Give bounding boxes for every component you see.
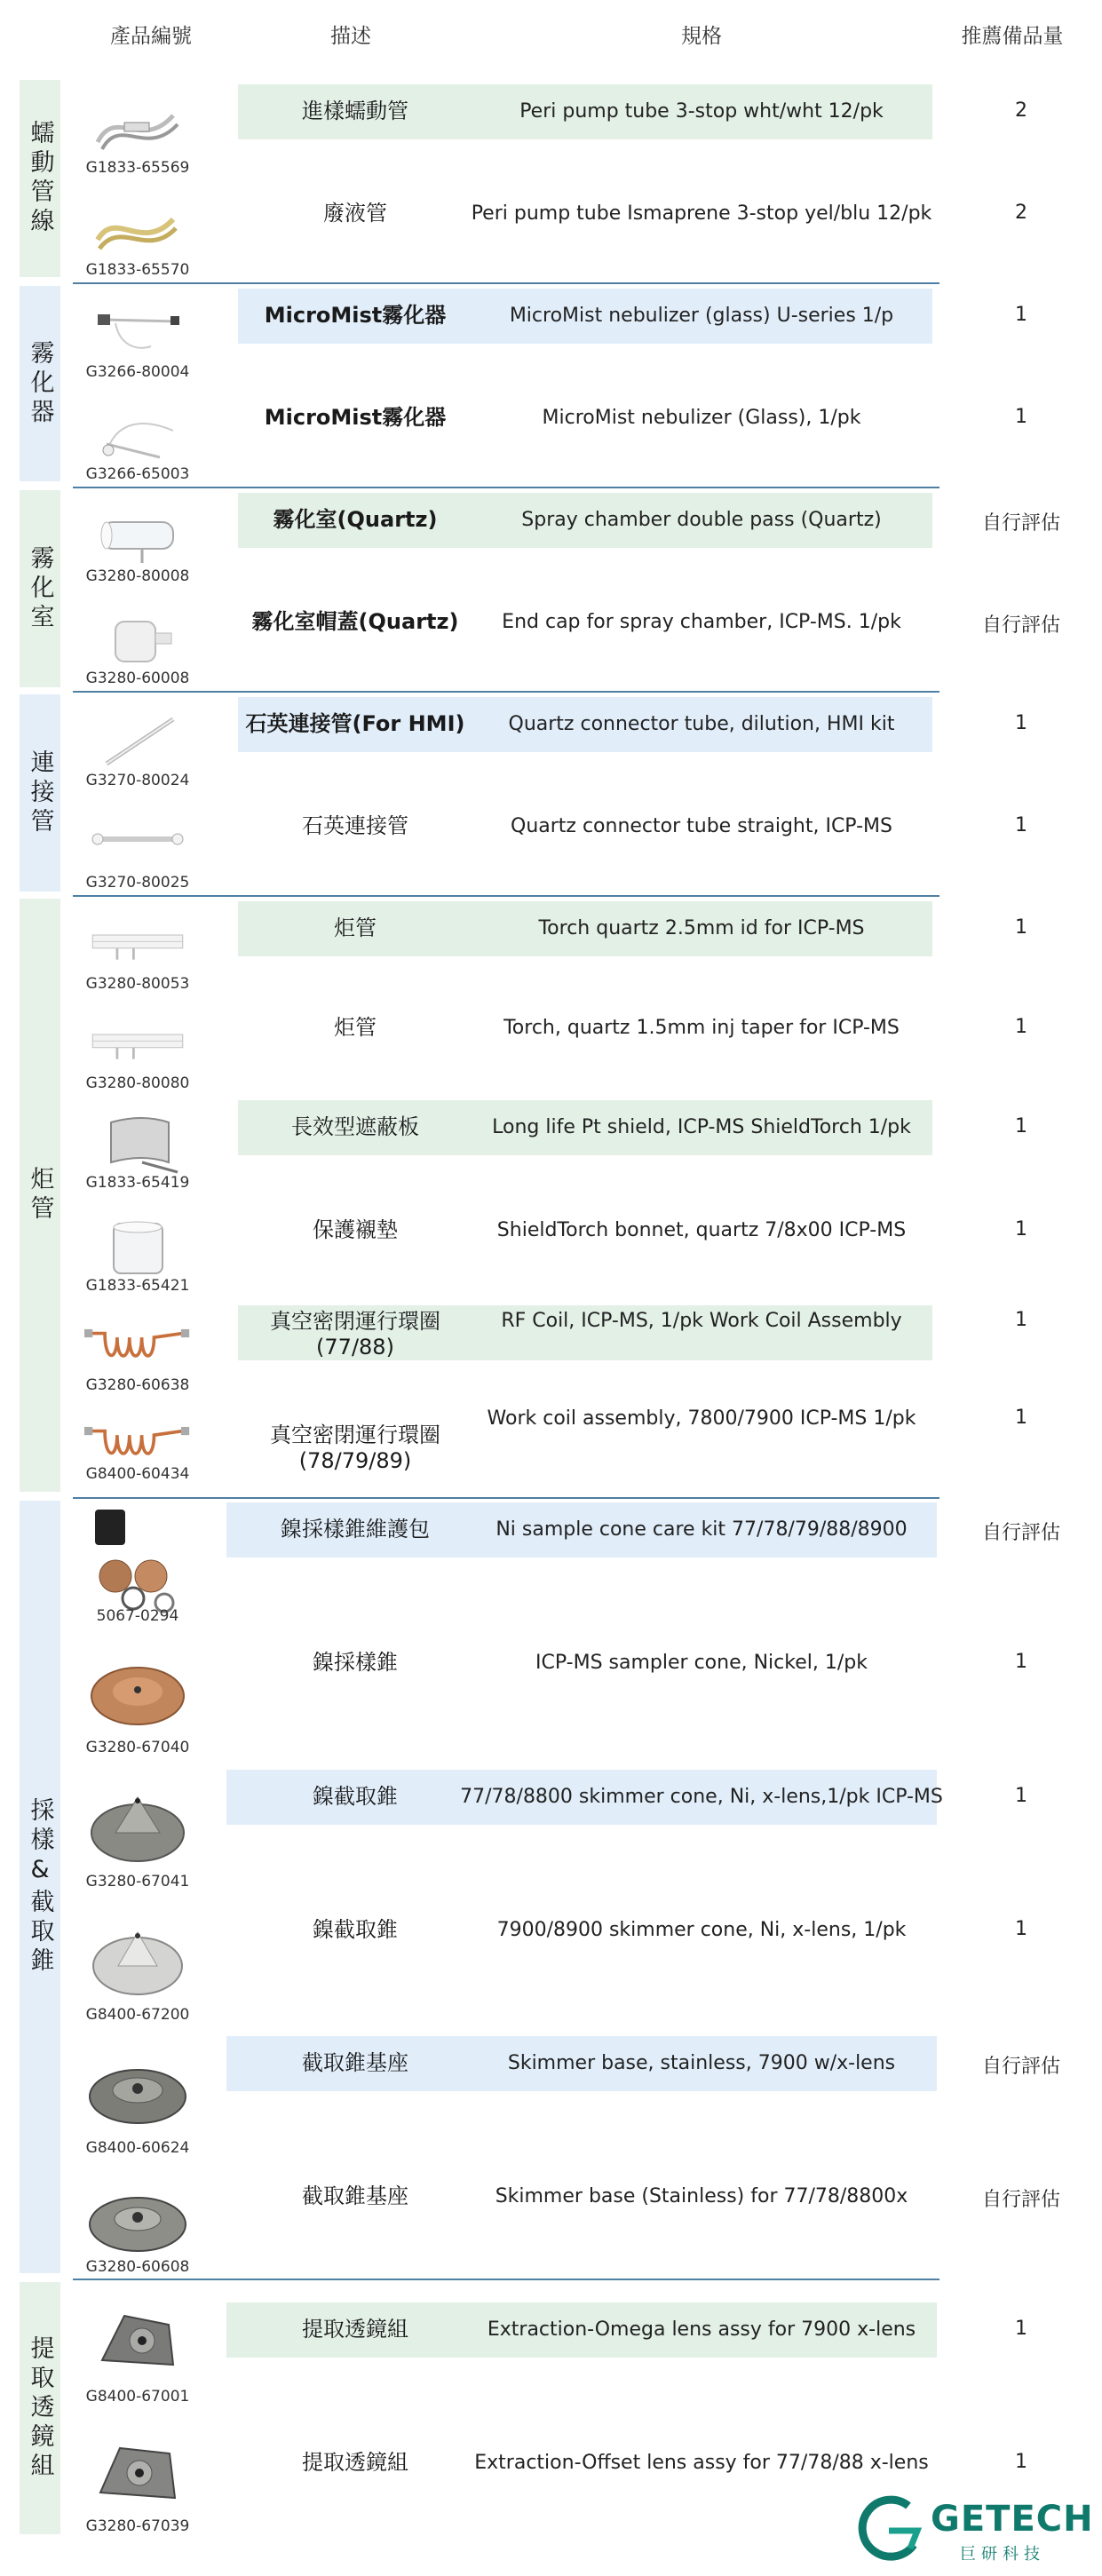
table-row: [0, 1403, 1102, 1497]
qty: 1: [1015, 1309, 1027, 1331]
spec: Peri pump tube 3-stop wht/wht 12/pk: [519, 100, 884, 123]
table-row: [0, 493, 1102, 595]
spec: Quartz connector tube straight, ICP-MS: [511, 815, 892, 837]
part-number: G8400-67200: [85, 2006, 190, 2024]
table-row: [0, 1903, 1102, 2036]
spec: ICP-MS sampler cone, Nickel, 1/pk: [535, 1652, 868, 1674]
description-line2: (77/88): [316, 1335, 394, 1359]
qty: 自行評估: [981, 2189, 1060, 2211]
qty: 自行評估: [981, 1522, 1060, 1544]
spec: MicroMist nebulizer (Glass), 1/pk: [542, 407, 861, 429]
part-number: 5067-0294: [96, 1607, 179, 1625]
skimmer-base-icon: [84, 2043, 191, 2141]
spec: 77/78/8800 skimmer cone, Ni, x-lens,1/pk ICP-MS: [460, 1786, 943, 1808]
spec: RF Coil, ICP-MS, 1/pk Work Coil Assembly: [501, 1310, 902, 1332]
description: 進樣蠕動管: [302, 99, 408, 123]
sampler-cone-icon: [84, 1643, 191, 1740]
section-divider: [73, 2279, 939, 2280]
logo-name: GETECH: [931, 2499, 1094, 2540]
spec: ShieldTorch bonnet, quartz 7/8x00 ICP-MS: [496, 1219, 907, 1241]
qty: 1: [1015, 1651, 1027, 1673]
part-number: G1833-65569: [85, 159, 190, 177]
part-number: G3280-67041: [85, 1873, 190, 1890]
description: 石英連接管: [302, 813, 408, 838]
table-row: [0, 799, 1102, 895]
qty: 1: [1015, 304, 1027, 326]
category-spray-chamber: 霧化室: [20, 490, 60, 687]
qty: 1: [1015, 814, 1027, 836]
category-extraction-lens: 提取透鏡組: [20, 2282, 60, 2534]
part-number: G3280-67040: [85, 1739, 190, 1756]
qty: 1: [1015, 1407, 1027, 1429]
qty: 1: [1015, 712, 1027, 734]
description-line1: 真空密閉運行環圈: [270, 1423, 440, 1447]
part-number: G3280-60608: [85, 2258, 190, 2276]
category-torch: 炬管: [20, 899, 60, 1492]
description: 鎳採樣錐維護包: [281, 1517, 430, 1542]
header-spec: 規格: [681, 25, 722, 48]
part-number: G3280-80008: [85, 567, 190, 585]
skimmer-cone-icon: [84, 1910, 191, 2008]
qty: 1: [1015, 2451, 1027, 2473]
table-row: [0, 2303, 1102, 2436]
category-connector: 連接管: [20, 694, 60, 892]
end-cap-icon: [84, 602, 191, 677]
getech-logo: [855, 2495, 1094, 2566]
header-description: 描述: [330, 25, 371, 48]
part-number: G3270-80024: [85, 772, 190, 789]
spec: Extraction-Omega lens assy for 7900 x-lens: [487, 2318, 916, 2341]
qty: 1: [1015, 1115, 1027, 1137]
spec: Torch quartz 2.5mm id for ICP-MS: [538, 917, 865, 939]
table-row: [0, 1770, 1102, 1903]
table-row: [0, 2036, 1102, 2169]
spec: MicroMist nebulizer (glass) U-series 1/p: [509, 305, 894, 327]
shield-icon: [84, 1107, 191, 1182]
cone-care-kit-icon: [84, 1510, 191, 1616]
description: 霧化室帽蓋(Quartz): [251, 609, 459, 634]
part-number: G3280-60008: [85, 670, 190, 687]
qty: 自行評估: [981, 512, 1060, 535]
spec: Skimmer base, stainless, 7900 w/x-lens: [507, 2052, 896, 2074]
pump-tube-icon: [84, 91, 191, 166]
qty: 1: [1015, 1016, 1027, 1038]
spec: Quartz connector tube, dilution, HMI kit: [508, 713, 895, 735]
section-divider: [73, 691, 939, 693]
table-row: [0, 1502, 1102, 1636]
category-peri-pump: 蠕動管線: [20, 80, 60, 277]
description: 霧化室(Quartz): [273, 507, 438, 532]
spec: Work coil assembly, 7800/7900 ICP-MS 1/pk: [487, 1407, 916, 1430]
connector-tube-icon: [84, 704, 191, 779]
spec: 7900/8900 skimmer cone, Ni, x-lens, 1/pk: [496, 1919, 907, 1941]
qty: 1: [1015, 1218, 1027, 1240]
spray-chamber-icon: [84, 500, 191, 575]
table-row: [0, 2169, 1102, 2279]
table-row: [0, 595, 1102, 691]
skimmer-base-icon: [84, 2176, 191, 2265]
category-nebulizer: 霧化器: [20, 286, 60, 481]
spec: Ni sample cone care kit 77/78/79/88/8900: [496, 1518, 908, 1541]
qty: 1: [1015, 1785, 1027, 1807]
qty: 2: [1015, 99, 1027, 122]
table-row: [0, 1203, 1102, 1305]
part-number: G8400-67001: [85, 2388, 190, 2406]
part-number: G3280-60638: [85, 1376, 190, 1394]
spec: Extraction-Offset lens assy for 77/78/88 x-lens: [474, 2452, 929, 2474]
description: 鎳採樣錐: [313, 1650, 398, 1675]
table-row: [0, 391, 1102, 487]
qty: 1: [1015, 1918, 1027, 1940]
table-row: [0, 1100, 1102, 1203]
part-number: G1833-65419: [85, 1174, 190, 1192]
table-row: [0, 84, 1102, 186]
part-number: G8400-60624: [85, 2139, 190, 2157]
description: 鎳截取錐: [313, 1784, 398, 1809]
lens-assembly-icon: [84, 2294, 191, 2391]
table-row: [0, 697, 1102, 799]
spec: Torch, quartz 1.5mm inj taper for ICP-MS: [503, 1017, 900, 1039]
part-number: G3270-80025: [85, 874, 190, 892]
qty: 1: [1015, 406, 1027, 428]
logo-subtitle: 巨研科技: [960, 2545, 1045, 2564]
section-divider: [73, 1497, 939, 1499]
qty: 1: [1015, 916, 1027, 939]
part-number: G3266-65003: [85, 465, 190, 483]
spec: Spray chamber double pass (Quartz): [521, 509, 882, 531]
description: 長效型遮蔽板: [291, 1114, 419, 1139]
skimmer-cone-icon: [84, 1777, 191, 1875]
qty: 1: [1015, 2318, 1027, 2340]
nebulizer-icon: [84, 296, 191, 370]
table-row: [0, 186, 1102, 282]
section-divider: [73, 282, 939, 284]
part-number: G8400-60434: [85, 1465, 190, 1483]
description: 廢液管: [323, 201, 387, 226]
table-row: [0, 1636, 1102, 1770]
table-row: [0, 901, 1102, 1001]
part-number: G1833-65570: [85, 261, 190, 279]
description-line1: 真空密閉運行環圈: [270, 1309, 440, 1334]
part-number: G1833-65421: [85, 1277, 190, 1295]
description: 截取錐基座: [302, 2184, 408, 2208]
lens-assembly-icon: [84, 2429, 191, 2517]
part-number: G3280-80053: [85, 975, 190, 993]
pump-tube-yellow-icon: [84, 194, 191, 268]
spec: End cap for spray chamber, ICP-MS. 1/pk: [502, 611, 901, 633]
part-number: G3280-80080: [85, 1074, 190, 1092]
torch-icon: [84, 1008, 191, 1082]
qty: 自行評估: [981, 614, 1060, 637]
spec: Long life Pt shield, ICP-MS ShieldTorch 1/pk: [492, 1116, 911, 1138]
description: 保護襯墊: [313, 1217, 398, 1242]
description: 提取透鏡組: [302, 2450, 408, 2475]
part-number: G3280-67039: [85, 2517, 190, 2535]
description: 炬管: [334, 915, 377, 940]
description: 提取透鏡組: [302, 2317, 408, 2342]
spec: Skimmer base (Stainless) for 77/78/8800x: [495, 2185, 908, 2207]
description-line2: (78/79/89): [298, 1448, 412, 1473]
bonnet-icon: [84, 1210, 191, 1285]
header-qty: 推薦備品量: [961, 25, 1064, 48]
description: MicroMist霧化器: [264, 405, 447, 430]
spec: Peri pump tube Ismaprene 3-stop yel/blu 12/pk: [471, 202, 932, 225]
table-row: [0, 289, 1102, 391]
part-number: G3266-80004: [85, 363, 190, 381]
description: 石英連接管(For HMI): [245, 711, 465, 736]
category-cones: 採樣&截取錐: [20, 1501, 60, 2273]
nebulizer-icon: [84, 398, 191, 472]
straight-tube-icon: [84, 806, 191, 881]
description: 鎳截取錐: [313, 1917, 398, 1942]
qty: 自行評估: [981, 2056, 1060, 2078]
header-part-no: 產品編號: [110, 25, 192, 48]
section-divider: [73, 487, 939, 488]
description: 炬管: [334, 1015, 377, 1040]
table-row: [0, 1305, 1102, 1403]
description: MicroMist霧化器: [264, 303, 447, 328]
section-divider: [73, 895, 939, 897]
description: 截取錐基座: [302, 2050, 408, 2075]
table-row: [0, 1001, 1102, 1100]
torch-icon: [84, 908, 191, 983]
qty: 2: [1015, 202, 1027, 224]
